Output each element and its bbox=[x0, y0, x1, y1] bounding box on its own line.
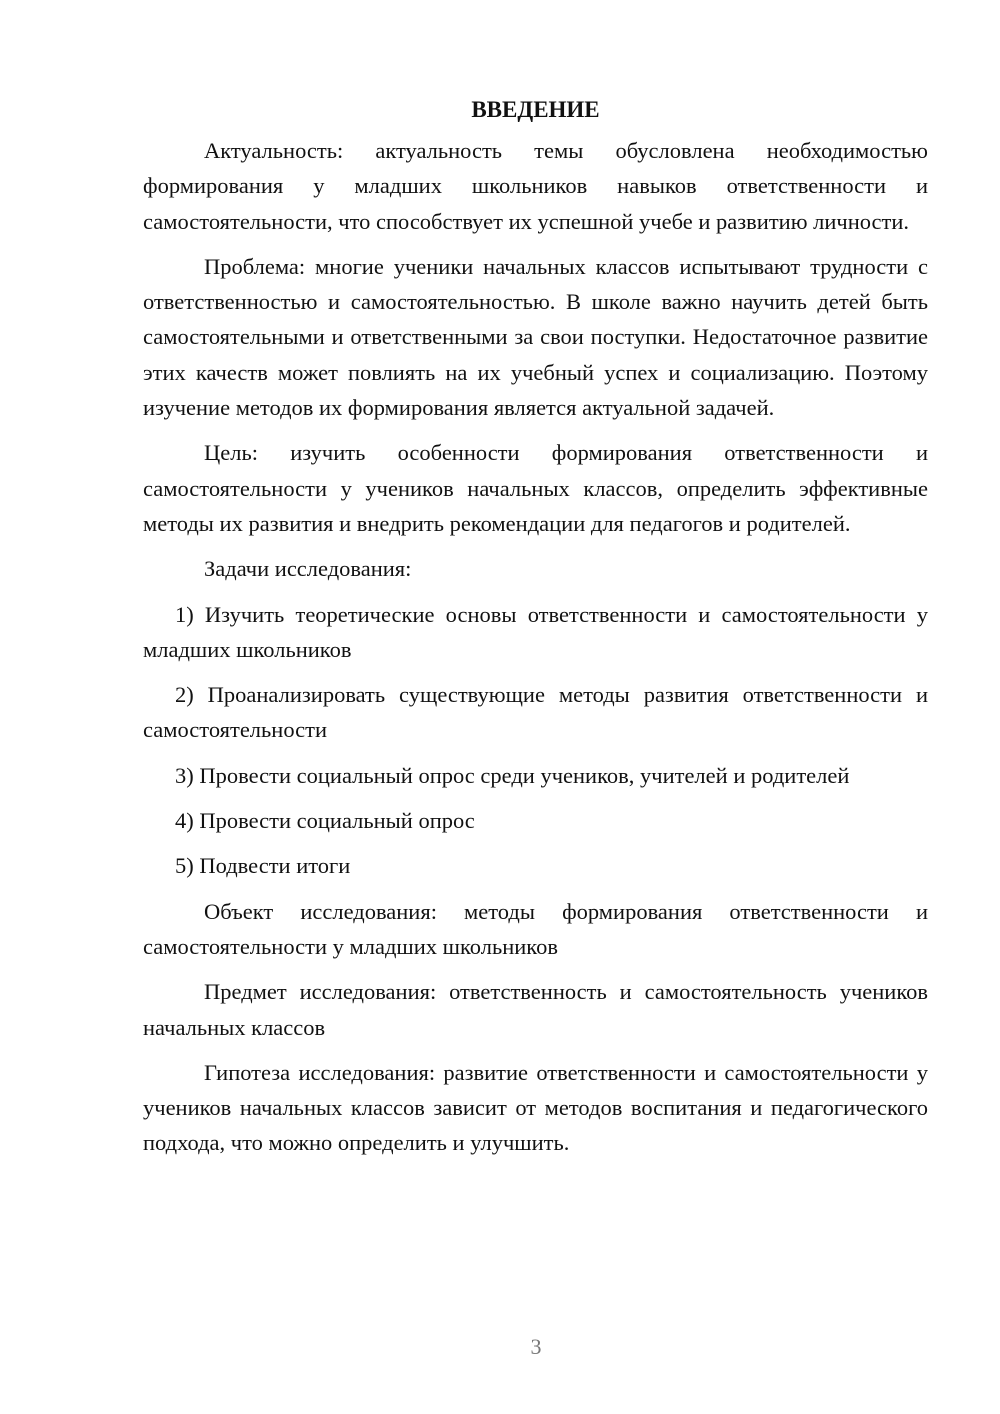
tasks-list bbox=[143, 597, 928, 884]
task-item-1: 1) Изучить теоретические основы ответственности и самостоятельности у младших школьников bbox=[143, 601, 928, 662]
problem-paragraph: Проблема: многие ученики начальных классов испытывают трудности с ответственностью и самостоятельностью. В школе важно научить детей быть самостоятельными и ответственными за свои поступки. Недостаточное развитие этих качеств может повлиять на их учебный успех и социализацию. Поэтому изучение методов их формирования является актуальной задачей. bbox=[143, 253, 928, 421]
tasks-heading: Задачи исследования: bbox=[204, 556, 412, 582]
document-page bbox=[143, 92, 928, 1171]
task-item-3: 3) Провести социальный опрос среди учеников, учителей и родителей bbox=[175, 762, 850, 788]
object-paragraph: Объект исследования: методы формирования ответственности и самостоятельности у младших школьников bbox=[143, 898, 928, 959]
task-item-4: 4) Провести социальный опрос bbox=[175, 808, 475, 834]
hypothesis-paragraph: Гипотеза исследования: развитие ответственности и самостоятельности у учеников начальных классов зависит от методов воспитания и педагогического подхода, что можно определить и улучшить. bbox=[143, 1059, 928, 1156]
document-title: ВВЕДЕНИЕ bbox=[471, 97, 600, 122]
page-number: 3 bbox=[530, 1334, 542, 1359]
goal-paragraph: Цель: изучить особенности формирования ответственности и самостоятельности у учеников начальных классов, определить эффективные методы их развития и внедрить рекомендации для педагогов и родителей. bbox=[143, 440, 928, 536]
subject-paragraph: Предмет исследования: ответственность и самостоятельность учеников начальных классов bbox=[143, 979, 928, 1040]
relevance-paragraph: Актуальность: актуальность темы обусловлена необходимостью формирования у младших школьников навыков ответственности и самостоятельности, что способствует их успешной учебе и развитию личности. bbox=[143, 138, 928, 234]
task-item-5: 5) Подвести итоги bbox=[175, 853, 351, 879]
task-item-2: 2) Проанализировать существующие методы развития ответственности и самостоятельности bbox=[143, 682, 928, 743]
